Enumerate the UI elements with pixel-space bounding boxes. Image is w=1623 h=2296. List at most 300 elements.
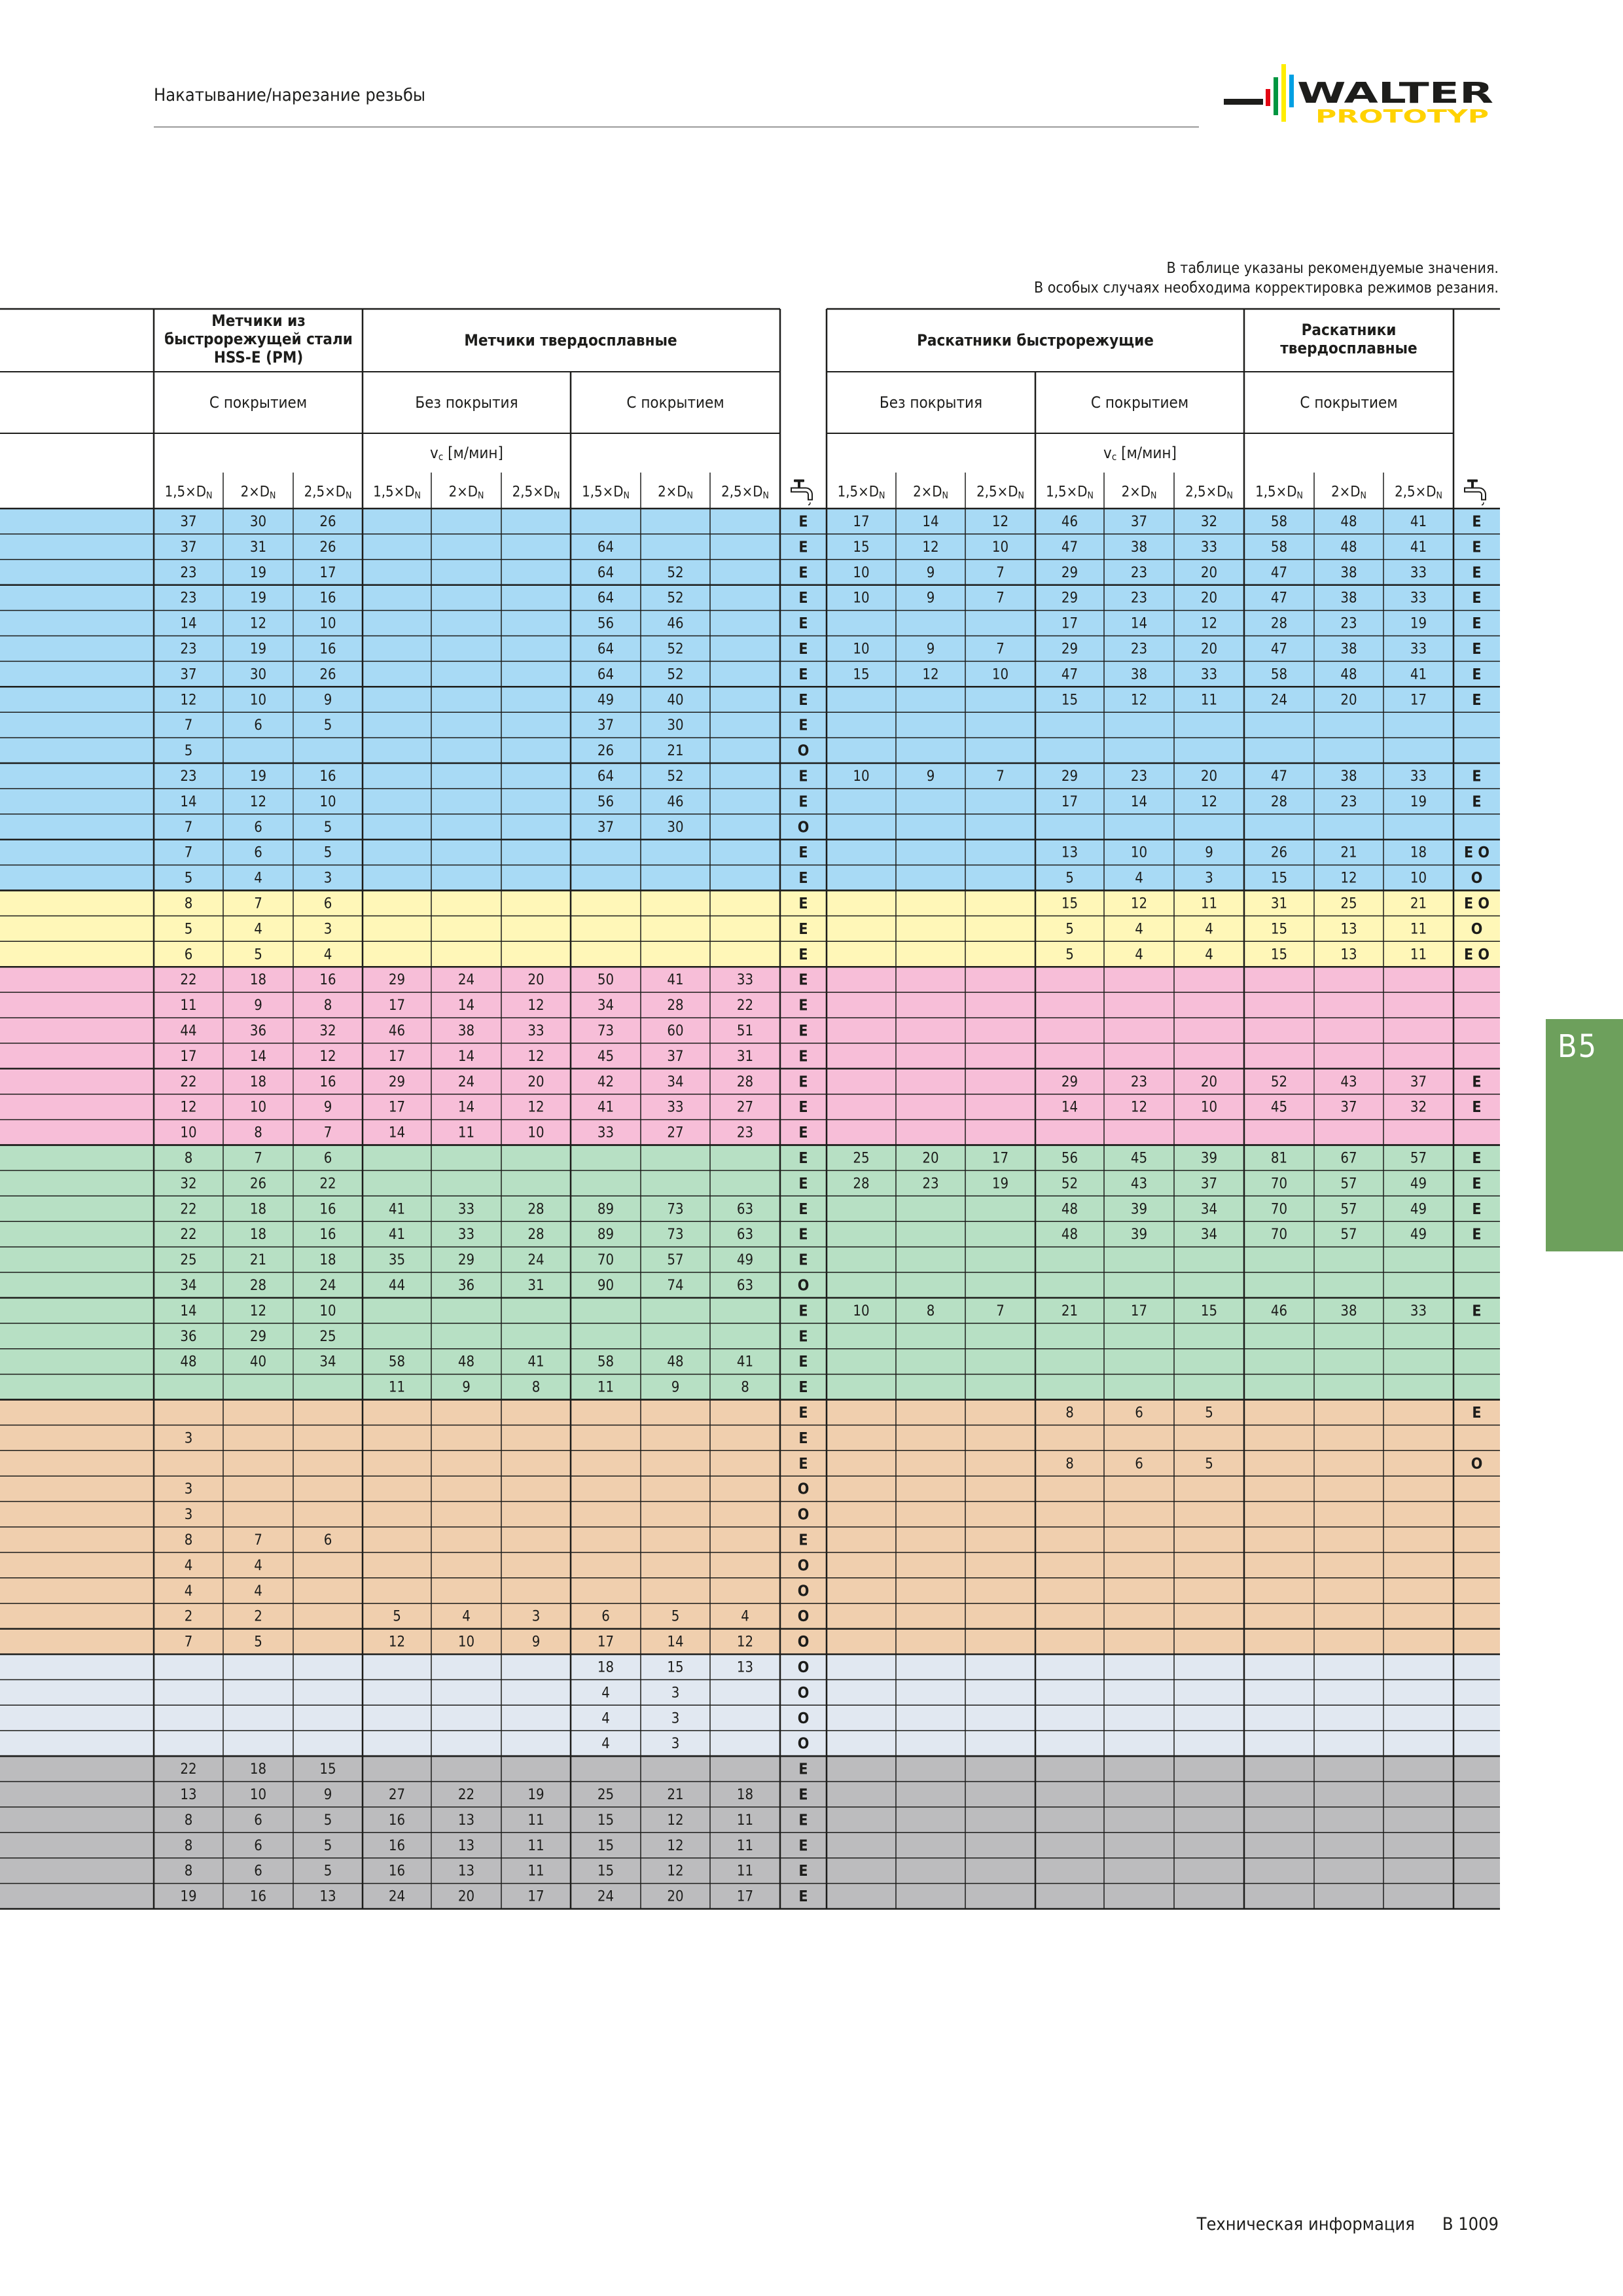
table-cell: 19 xyxy=(527,1786,544,1803)
footer-section-title: Техническая информация xyxy=(1196,2214,1415,2234)
table-cell: 13 xyxy=(1061,844,1079,861)
table-cell: 18 xyxy=(249,1073,267,1090)
table-cell: 8 xyxy=(184,1837,193,1854)
table-cell: 12 xyxy=(1130,895,1148,912)
table-cell: 27 xyxy=(736,1099,754,1116)
coating-header: Без покрытия xyxy=(879,393,983,412)
coolant-code: E xyxy=(1472,539,1482,556)
table-cell: 10 xyxy=(457,1634,475,1651)
table-cell: 11 xyxy=(736,1863,754,1880)
table-cell: 10 xyxy=(853,641,870,658)
table-cell: 63 xyxy=(736,1227,754,1244)
table-cell: 14 xyxy=(1130,615,1148,632)
table-row-background xyxy=(0,1450,1500,1476)
table-cell: 5 xyxy=(1205,1405,1213,1422)
table-cell: 3 xyxy=(671,1736,680,1753)
table-cell: 11 xyxy=(1200,692,1218,709)
table-cell: 17 xyxy=(388,1099,406,1116)
table-cell: 7 xyxy=(996,641,1005,658)
table-cell: 33 xyxy=(667,1099,684,1116)
table-cell: 23 xyxy=(1130,590,1148,607)
table-cell: 12 xyxy=(922,666,939,683)
table-cell: 23 xyxy=(1130,564,1148,581)
coolant-code: E xyxy=(1472,1073,1482,1091)
table-cell: 29 xyxy=(457,1252,475,1269)
table-cell: 4 xyxy=(1205,946,1213,963)
group-header-hss-taps: Метчики из быстрорежущей стали HSS-E (PM) xyxy=(164,312,353,367)
table-cell: 12 xyxy=(527,1099,544,1116)
coolant-code: E xyxy=(1472,1175,1482,1193)
table-cell: 23 xyxy=(1130,641,1148,658)
table-cell: 41 xyxy=(1410,513,1427,530)
coolant-code: E xyxy=(798,691,808,709)
coolant-code: E xyxy=(798,1455,808,1473)
table-cell: 7 xyxy=(254,1532,262,1549)
table-cell: 9 xyxy=(531,1634,541,1651)
table-cell: 3 xyxy=(184,1507,193,1524)
table-cell: 58 xyxy=(1270,513,1288,530)
table-cell: 5 xyxy=(323,717,332,734)
table-cell: 30 xyxy=(667,717,684,734)
coolant-code: O xyxy=(797,1583,810,1600)
depth-label: $2,5\times D_N$ xyxy=(304,484,352,501)
table-cell: 4 xyxy=(1135,921,1143,938)
table-cell: 18 xyxy=(249,972,267,989)
table-cell: 26 xyxy=(1270,844,1288,861)
table-cell: 6 xyxy=(184,946,193,963)
table-cell: 8 xyxy=(1065,1456,1074,1473)
coolant-code: E xyxy=(798,1328,808,1346)
table-cell: 10 xyxy=(319,1302,336,1319)
table-cell: 31 xyxy=(249,539,267,556)
table-cell: 16 xyxy=(319,972,336,989)
table-cell: 13 xyxy=(736,1659,754,1676)
table-cell: 9 xyxy=(323,1786,332,1803)
coolant-code: E xyxy=(798,717,808,734)
depth-label: $1,5\times D_N$ xyxy=(837,484,885,501)
table-cell: 41 xyxy=(667,972,684,989)
table-cell: 36 xyxy=(457,1277,475,1294)
table-cell: 4 xyxy=(184,1583,193,1600)
table-cell: 15 xyxy=(667,1659,684,1676)
table-cell: 19 xyxy=(1410,793,1427,810)
table-cell: 8 xyxy=(926,1302,935,1319)
table-cell: 11 xyxy=(1200,895,1218,912)
table-cell: 15 xyxy=(853,539,870,556)
table-cell: 57 xyxy=(1410,1150,1427,1167)
table-cell: 13 xyxy=(319,1888,336,1905)
table-row-background xyxy=(0,1731,1500,1756)
table-cell: 7 xyxy=(996,1302,1005,1319)
table-cell: 16 xyxy=(388,1812,406,1829)
table-cell: 64 xyxy=(597,768,615,785)
table-cell: 2 xyxy=(254,1608,262,1625)
table-cell: 57 xyxy=(1340,1175,1357,1193)
table-row-background xyxy=(0,1578,1500,1604)
coolant-code: O xyxy=(797,1480,810,1498)
table-cell: 5 xyxy=(671,1608,680,1625)
coolant-code: E xyxy=(798,1863,808,1880)
table-cell: 47 xyxy=(1061,666,1079,683)
table-cell: 36 xyxy=(180,1328,197,1345)
table-cell: 12 xyxy=(1200,793,1218,810)
table-cell: 7 xyxy=(996,768,1005,785)
page-header-title: Накатывание/нарезание резьбы xyxy=(154,85,426,105)
coolant-code: O xyxy=(797,1735,810,1753)
coolant-code: E xyxy=(1472,590,1482,607)
table-cell: 21 xyxy=(249,1252,267,1269)
table-cell: 4 xyxy=(601,1736,610,1753)
table-cell: 64 xyxy=(597,564,615,581)
table-cell: 14 xyxy=(180,1302,197,1319)
table-cell: 39 xyxy=(1130,1227,1148,1244)
depth-label: $2,5\times D_N$ xyxy=(721,484,769,501)
table-cell: 34 xyxy=(597,997,615,1014)
table-cell: 14 xyxy=(922,513,939,530)
table-cell: 70 xyxy=(597,1252,615,1269)
table-row-background xyxy=(0,1527,1500,1552)
table-cell: 17 xyxy=(597,1634,615,1651)
table-cell: 70 xyxy=(1270,1201,1288,1218)
table-cell: 23 xyxy=(180,590,197,607)
table-cell: 7 xyxy=(184,844,193,861)
table-cell: 23 xyxy=(736,1124,754,1141)
table-cell: 6 xyxy=(601,1608,610,1625)
table-cell: 9 xyxy=(926,641,935,658)
table-cell: 14 xyxy=(667,1634,684,1651)
coolant-code: E xyxy=(1472,666,1482,683)
section-tab-b5[interactable] xyxy=(1546,1019,1623,1251)
depth-label: $1,5\times D_N$ xyxy=(1046,484,1094,501)
table-cell: 28 xyxy=(667,997,684,1014)
table-cell: 29 xyxy=(388,972,406,989)
table-row-background xyxy=(0,1501,1500,1527)
table-cell: 19 xyxy=(249,590,267,607)
table-cell: 28 xyxy=(1270,615,1288,632)
table-cell: 41 xyxy=(388,1201,406,1218)
table-cell: 49 xyxy=(736,1252,754,1269)
table-cell: 23 xyxy=(180,641,197,658)
table-cell: 15 xyxy=(853,666,870,683)
table-cell: 12 xyxy=(991,513,1009,530)
table-cell: 17 xyxy=(1061,615,1079,632)
depth-label: $1,5\times D_N$ xyxy=(1255,484,1303,501)
coolant-code: O xyxy=(797,1684,810,1702)
table-cell: 22 xyxy=(457,1786,475,1803)
table-cell: 81 xyxy=(1270,1150,1288,1167)
table-cell: 17 xyxy=(736,1888,754,1905)
table-cell: 8 xyxy=(184,1532,193,1549)
table-cell: 33 xyxy=(1200,539,1218,556)
coolant-code: E xyxy=(798,768,808,785)
table-cell: 8 xyxy=(184,1150,193,1167)
table-cell: 4 xyxy=(1135,946,1143,963)
table-row-background xyxy=(0,1679,1500,1705)
table-cell: 24 xyxy=(1270,692,1288,709)
table-cell: 33 xyxy=(1410,590,1427,607)
table-cell: 12 xyxy=(180,1099,197,1116)
section-tab-label: B5 xyxy=(1558,1028,1598,1065)
table-cell: 17 xyxy=(388,997,406,1014)
coolant-code: O xyxy=(797,1634,810,1651)
table-cell: 18 xyxy=(249,1227,267,1244)
table-cell: 4 xyxy=(462,1608,471,1625)
table-cell: 49 xyxy=(597,692,615,709)
table-row-background xyxy=(0,1425,1500,1450)
table-cell: 4 xyxy=(741,1608,749,1625)
coolant-code: E xyxy=(798,1073,808,1091)
table-cell: 38 xyxy=(1340,768,1357,785)
table-cell: 4 xyxy=(254,870,262,887)
table-cell: 4 xyxy=(254,1583,262,1600)
table-cell: 27 xyxy=(388,1786,406,1803)
table-cell: 41 xyxy=(388,1227,406,1244)
table-cell: 14 xyxy=(1061,1099,1079,1116)
table-cell: 11 xyxy=(597,1379,615,1396)
table-cell: 47 xyxy=(1270,768,1288,785)
table-cell: 11 xyxy=(736,1837,754,1854)
depth-label: $2\times D_N$ xyxy=(913,484,948,501)
table-cell: 3 xyxy=(184,1430,193,1447)
coolant-code: E xyxy=(1472,1226,1482,1244)
coolant-code: E xyxy=(1472,1149,1482,1167)
table-cell: 34 xyxy=(319,1354,336,1371)
table-cell: 15 xyxy=(1270,870,1288,887)
group-header-carbide-taps: Метчики твердосплавные xyxy=(464,331,677,350)
table-cell: 41 xyxy=(597,1099,615,1116)
table-cell: 4 xyxy=(254,1557,262,1574)
table-cell: 20 xyxy=(1200,1073,1218,1090)
coolant-code: E xyxy=(1472,513,1482,531)
depth-label: $1,5\times D_N$ xyxy=(164,484,213,501)
table-cell: 9 xyxy=(926,564,935,581)
table-cell: 24 xyxy=(457,1073,475,1090)
table-cell: 22 xyxy=(180,1073,197,1090)
table-cell: 17 xyxy=(388,1048,406,1065)
table-cell: 5 xyxy=(323,1837,332,1854)
table-cell: 48 xyxy=(180,1354,197,1371)
table-cell: 20 xyxy=(1200,590,1218,607)
table-cell: 8 xyxy=(184,1863,193,1880)
table-cell: 20 xyxy=(457,1888,475,1905)
coolant-code: E xyxy=(1472,1200,1482,1218)
table-cell: 30 xyxy=(249,666,267,683)
group-header-carbide-formers: Раскатники твердосплавные xyxy=(1280,321,1418,357)
table-cell: 33 xyxy=(527,1022,544,1039)
table-cell: 12 xyxy=(667,1863,684,1880)
table-cell: 12 xyxy=(1130,692,1148,709)
table-cell: 11 xyxy=(527,1837,544,1854)
table-row-background xyxy=(0,1705,1500,1731)
table-cell: 12 xyxy=(667,1837,684,1854)
table-cell: 24 xyxy=(319,1277,336,1294)
table-cell: 17 xyxy=(319,564,336,581)
coolant-code: E O xyxy=(1464,895,1489,912)
coolant-code: E xyxy=(798,513,808,531)
coolant-code: O xyxy=(1471,870,1483,888)
table-cell: 11 xyxy=(736,1812,754,1829)
table-cell: 16 xyxy=(388,1837,406,1854)
table-cell: 22 xyxy=(180,972,197,989)
table-cell: 3 xyxy=(323,921,332,938)
depth-label: $2,5\times D_N$ xyxy=(512,484,560,501)
table-cell: 10 xyxy=(1410,870,1427,887)
table-cell: 89 xyxy=(597,1201,615,1218)
table-cell: 14 xyxy=(457,1048,475,1065)
table-cell: 48 xyxy=(1340,513,1357,530)
table-cell: 18 xyxy=(319,1252,336,1269)
table-cell: 11 xyxy=(457,1124,475,1141)
table-cell: 38 xyxy=(457,1022,475,1039)
table-cell: 21 xyxy=(667,743,684,760)
table-cell: 9 xyxy=(671,1379,680,1396)
table-cell: 7 xyxy=(996,590,1005,607)
coolant-code: E xyxy=(798,895,808,912)
table-cell: 11 xyxy=(527,1812,544,1829)
table-cell: 28 xyxy=(527,1227,544,1244)
table-cell: 63 xyxy=(736,1277,754,1294)
vc-label: $v_c$ [м/мин] xyxy=(1103,444,1177,463)
table-cell: 13 xyxy=(457,1812,475,1829)
table-cell: 20 xyxy=(1200,564,1218,581)
table-cell: 34 xyxy=(180,1277,197,1294)
table-cell: 28 xyxy=(736,1073,754,1090)
table-cell: 34 xyxy=(667,1073,684,1090)
table-cell: 46 xyxy=(667,793,684,810)
svg-text:PROTOTYP: PROTOTYP xyxy=(1315,105,1489,127)
table-cell: 19 xyxy=(249,641,267,658)
table-cell: 5 xyxy=(184,870,193,887)
table-cell: 48 xyxy=(667,1354,684,1371)
table-cell: 29 xyxy=(1061,564,1079,581)
table-cell: 4 xyxy=(601,1685,610,1702)
table-cell: 5 xyxy=(184,743,193,760)
table-cell: 33 xyxy=(1410,1302,1427,1319)
coating-header: С покрытием xyxy=(626,393,724,412)
table-cell: 22 xyxy=(736,997,754,1014)
coolant-code: E xyxy=(798,1812,808,1829)
table-cell: 6 xyxy=(254,717,262,734)
coolant-code: E xyxy=(1472,793,1482,811)
table-cell: 3 xyxy=(1205,870,1213,887)
table-cell: 14 xyxy=(1130,793,1148,810)
coolant-tap-icon xyxy=(791,480,812,505)
table-cell: 15 xyxy=(1061,895,1079,912)
coolant-code: E xyxy=(798,1761,808,1778)
table-cell: 8 xyxy=(1065,1405,1074,1422)
table-cell: 26 xyxy=(319,539,336,556)
table-cell: 48 xyxy=(1061,1227,1079,1244)
depth-label: $1,5\times D_N$ xyxy=(582,484,630,501)
table-cell: 52 xyxy=(667,564,684,581)
table-cell: 17 xyxy=(991,1150,1009,1167)
table-cell: 49 xyxy=(1410,1201,1427,1218)
table-cell: 70 xyxy=(1270,1227,1288,1244)
table-cell: 14 xyxy=(388,1124,406,1141)
table-cell: 11 xyxy=(527,1863,544,1880)
table-cell: 74 xyxy=(667,1277,684,1294)
table-cell: 14 xyxy=(249,1048,267,1065)
table-cell: 16 xyxy=(319,1227,336,1244)
note-line-1: В таблице указаны рекомендуемые значения. xyxy=(1166,260,1499,277)
table-cell: 5 xyxy=(393,1608,401,1625)
table-cell: 15 xyxy=(319,1761,336,1778)
table-cell: 9 xyxy=(1205,844,1213,861)
table-cell: 12 xyxy=(667,1812,684,1829)
table-cell: 10 xyxy=(319,615,336,632)
table-cell: 14 xyxy=(457,997,475,1014)
table-cell: 26 xyxy=(249,1175,267,1193)
table-cell: 19 xyxy=(991,1175,1009,1193)
table-cell: 34 xyxy=(1200,1227,1218,1244)
group-header-hss-formers: Раскатники быстрорежущие xyxy=(917,331,1154,350)
table-cell: 48 xyxy=(1061,1201,1079,1218)
table-cell: 13 xyxy=(1340,921,1357,938)
table-cell: 7 xyxy=(254,1150,262,1167)
table-cell: 10 xyxy=(991,539,1009,556)
table-cell: 12 xyxy=(249,793,267,810)
table-cell: 52 xyxy=(667,768,684,785)
table-cell: 14 xyxy=(180,615,197,632)
coolant-code: E xyxy=(1472,640,1482,658)
table-cell: 40 xyxy=(667,692,684,709)
coolant-code: O xyxy=(797,742,810,760)
table-row-background xyxy=(0,1400,1500,1426)
table-cell: 20 xyxy=(922,1150,939,1167)
table-cell: 52 xyxy=(667,590,684,607)
table-cell: 20 xyxy=(527,972,544,989)
table-cell: 37 xyxy=(667,1048,684,1065)
table-cell: 25 xyxy=(597,1786,615,1803)
coolant-code: E xyxy=(1472,691,1482,709)
table-cell: 70 xyxy=(1270,1175,1288,1193)
table-cell: 47 xyxy=(1270,590,1288,607)
table-cell: 56 xyxy=(597,793,615,810)
table-cell: 20 xyxy=(667,1888,684,1905)
table-cell: 38 xyxy=(1130,666,1148,683)
table-cell: 48 xyxy=(1340,539,1357,556)
depth-label: $2\times D_N$ xyxy=(1121,484,1157,501)
table-cell: 12 xyxy=(319,1048,336,1065)
table-cell: 67 xyxy=(1340,1150,1357,1167)
coolant-code: E xyxy=(798,1124,808,1142)
table-cell: 8 xyxy=(184,1812,193,1829)
table-cell: 50 xyxy=(597,972,615,989)
coolant-code: O xyxy=(797,1277,810,1295)
depth-label: $2\times D_N$ xyxy=(240,484,276,501)
table-cell: 3 xyxy=(184,1481,193,1498)
coolant-code: E xyxy=(798,666,808,683)
table-cell: 46 xyxy=(1270,1302,1288,1319)
table-cell: 33 xyxy=(1410,641,1427,658)
table-cell: 9 xyxy=(462,1379,471,1396)
table-cell: 27 xyxy=(667,1124,684,1141)
table-cell: 89 xyxy=(597,1227,615,1244)
table-cell: 32 xyxy=(319,1022,336,1039)
coolant-code: E xyxy=(798,971,808,989)
table-cell: 21 xyxy=(667,1786,684,1803)
table-cell: 48 xyxy=(1340,666,1357,683)
table-cell: 10 xyxy=(853,564,870,581)
coolant-code: E xyxy=(798,1379,808,1397)
table-cell: 13 xyxy=(457,1863,475,1880)
depth-label: $2\times D_N$ xyxy=(1331,484,1366,501)
coolant-code: O xyxy=(797,1608,810,1626)
table-cell: 28 xyxy=(853,1175,870,1193)
table-row-background xyxy=(0,738,1500,763)
coolant-code: E xyxy=(1472,1302,1482,1320)
coolant-code: E xyxy=(798,1429,808,1447)
